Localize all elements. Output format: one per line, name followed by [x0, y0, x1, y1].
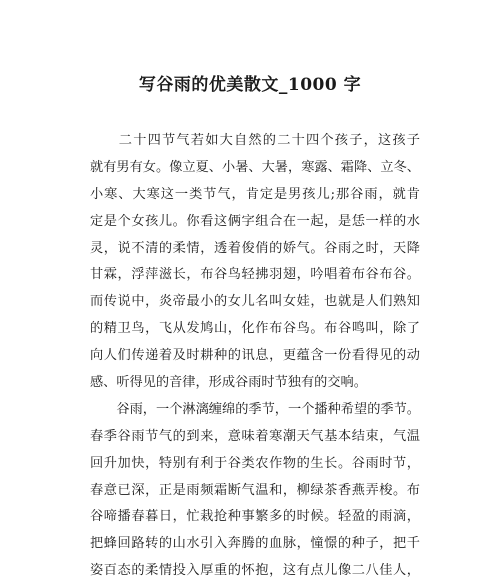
body-line: 把蜂回路转的山水引入奔腾的血脉，憧憬的种子，把千: [90, 536, 420, 552]
body-line: 的精卫鸟，飞从发鸠山，化作布谷鸟。布谷鸣叫，除了: [90, 321, 420, 337]
body-line: 向人们传递着及时耕种的讯息，更蕴含一份看得见的动: [90, 348, 420, 364]
body-line: 定是个女孩儿。你看这俩字组合在一起，是恁一样的水: [90, 213, 420, 229]
body-line: 二十四节气若如大自然的二十四个孩子，这孩子: [90, 133, 420, 148]
body-line: 而传说中，炎帝最小的女儿名叫女娃，也就是人们熟知: [90, 294, 420, 310]
body-line: 春季谷雨节气的到来，意味着寒潮天气基本结束，气温: [90, 428, 420, 444]
document-body: [90, 128, 420, 585]
body-line: 甘霖，浮萍滋长，布谷鸟轻拂羽翅，吟唱着布谷布谷。: [90, 267, 420, 283]
body-line: 感、听得见的音律，形成谷雨时节独有的交响。: [90, 375, 367, 391]
body-line: 灵，说不清的柔情，透着俊俏的娇气。谷雨之时，天降: [90, 240, 420, 256]
body-line: 谷啼播春暮日，忙栽抢种事繁多的时候。轻盈的雨滴，: [90, 509, 420, 525]
body-line: 春意已深，正是雨频霜断气温和，柳绿茶香燕弄梭。布: [90, 482, 420, 498]
body-line: 小寒、大寒这一类节气，肯定是男孩儿;那谷雨，就肯: [90, 186, 420, 202]
body-line: 姿百态的柔情投入厚重的怀抱，这有点儿像二八佳人，: [90, 563, 420, 579]
body-line: 回升加快，特别有利于谷类农作物的生长。谷雨时节，: [90, 455, 420, 471]
document-title: 写谷雨的优美散文_1000 字: [138, 75, 362, 95]
body-line: 谷雨，一个淋漓缠绵的季节，一个播种希望的季节。: [90, 401, 420, 417]
body-line: 就有男有女。像立夏、小暑、大暑，寒露、霜降、立冬、: [90, 159, 420, 175]
